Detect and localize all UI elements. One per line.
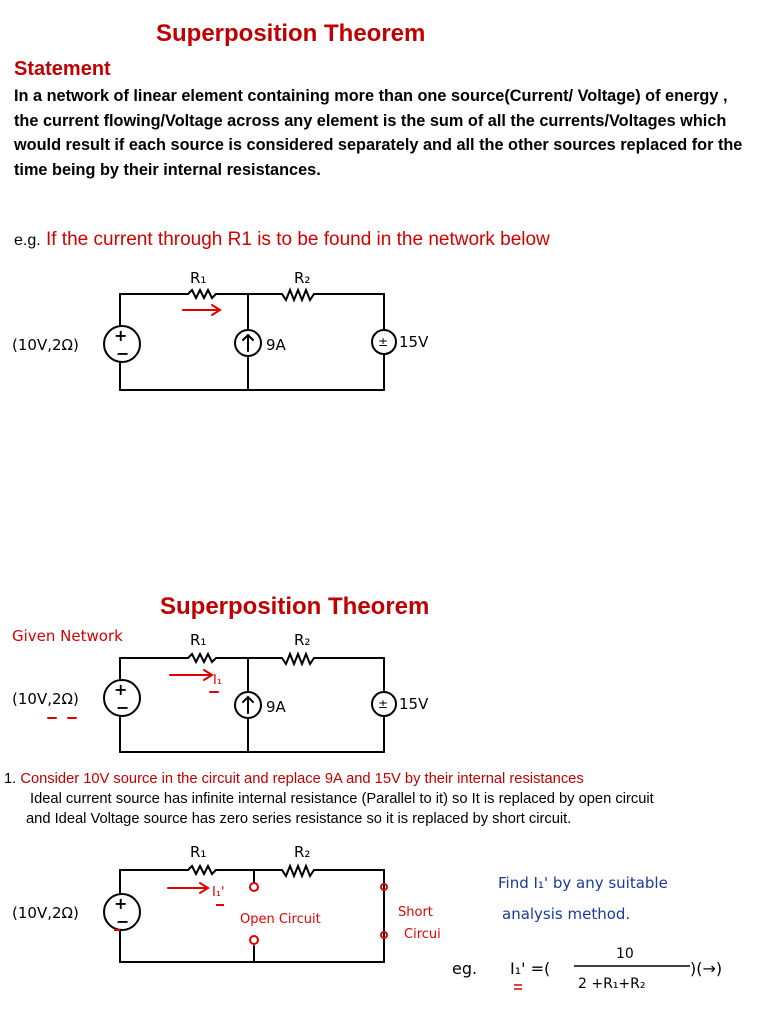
r2-label-2: R₂: [294, 631, 311, 649]
r2-label-3: R₂: [294, 843, 311, 861]
statement-heading: Statement: [14, 58, 111, 80]
svg-text:−: −: [116, 912, 130, 931]
svg-text:−: −: [116, 698, 130, 717]
page-title: Superposition Theorem: [156, 20, 426, 47]
r1-label: R₁: [190, 269, 207, 287]
page-title-2: Superposition Theorem: [160, 593, 430, 620]
left-source-label-3: (10V,2Ω): [12, 904, 79, 922]
formula-lhs: I₁' =(: [510, 959, 551, 978]
svg-text:−: −: [116, 344, 130, 363]
example-prefix: e.g.: [14, 232, 41, 249]
formula-denominator: 2 +R₁+R₂: [578, 976, 646, 992]
open-circuit-terminal-bottom: [250, 936, 258, 944]
current-i1-prime-label: I₁': [212, 885, 225, 900]
current-i1-label: I₁: [213, 673, 223, 688]
svg-text:±: ±: [378, 335, 389, 349]
short-circuit-label-2: Circui: [404, 927, 441, 942]
r1-label-3: R₁: [190, 843, 207, 861]
formula-prefix: eg.: [452, 959, 478, 978]
voltage-source-label-2: 15V: [399, 695, 429, 713]
step-1-heading: Consider 10V source in the circuit and replace 9A and 15V by their internal resistances: [20, 771, 584, 787]
r1-label-2: R₁: [190, 631, 207, 649]
given-network-label: Given Network: [12, 627, 123, 645]
example-text: If the current through R1 is to be found in the network below: [45, 229, 550, 250]
step-1-line-2: Ideal current source has infinite internal resistance (Parallel to it) so It is replaced by open circuit: [30, 791, 654, 807]
svg-text:+: +: [114, 894, 128, 913]
svg-text:+: +: [114, 680, 128, 699]
step-number: 1.: [4, 771, 17, 787]
short-circuit-label-1: Short: [398, 905, 433, 920]
left-source-label-2: (10V,2Ω): [12, 690, 79, 708]
formula-suffix: )(→): [690, 959, 723, 978]
open-circuit-label: Open Circuit: [240, 912, 321, 927]
voltage-source-label: 15V: [399, 333, 429, 351]
r2-label: R₂: [294, 269, 311, 287]
open-circuit-terminal-top: [250, 883, 258, 891]
note-line-2: analysis method.: [502, 905, 631, 923]
statement-text: In a network of linear element containing more than one source(Current/ Voltage) of energy , the current flowing/Voltage across any element is the sum of all the currents/Voltages which would result if each source is considered separately and all the other sources replaced for the time being by their internal resistances.: [14, 87, 743, 179]
svg-text:+: +: [114, 326, 128, 345]
formula-numerator: 10: [616, 946, 634, 962]
step-1-line-3: and Ideal Voltage source has zero series resistance so it is replaced by short circuit.: [26, 811, 572, 827]
current-source-label: 9A: [266, 336, 286, 354]
current-source-label-2: 9A: [266, 698, 286, 716]
left-source-label: (10V,2Ω): [12, 336, 79, 354]
note-line-1: Find I₁' by any suitable: [498, 874, 668, 892]
svg-text:±: ±: [378, 697, 389, 711]
